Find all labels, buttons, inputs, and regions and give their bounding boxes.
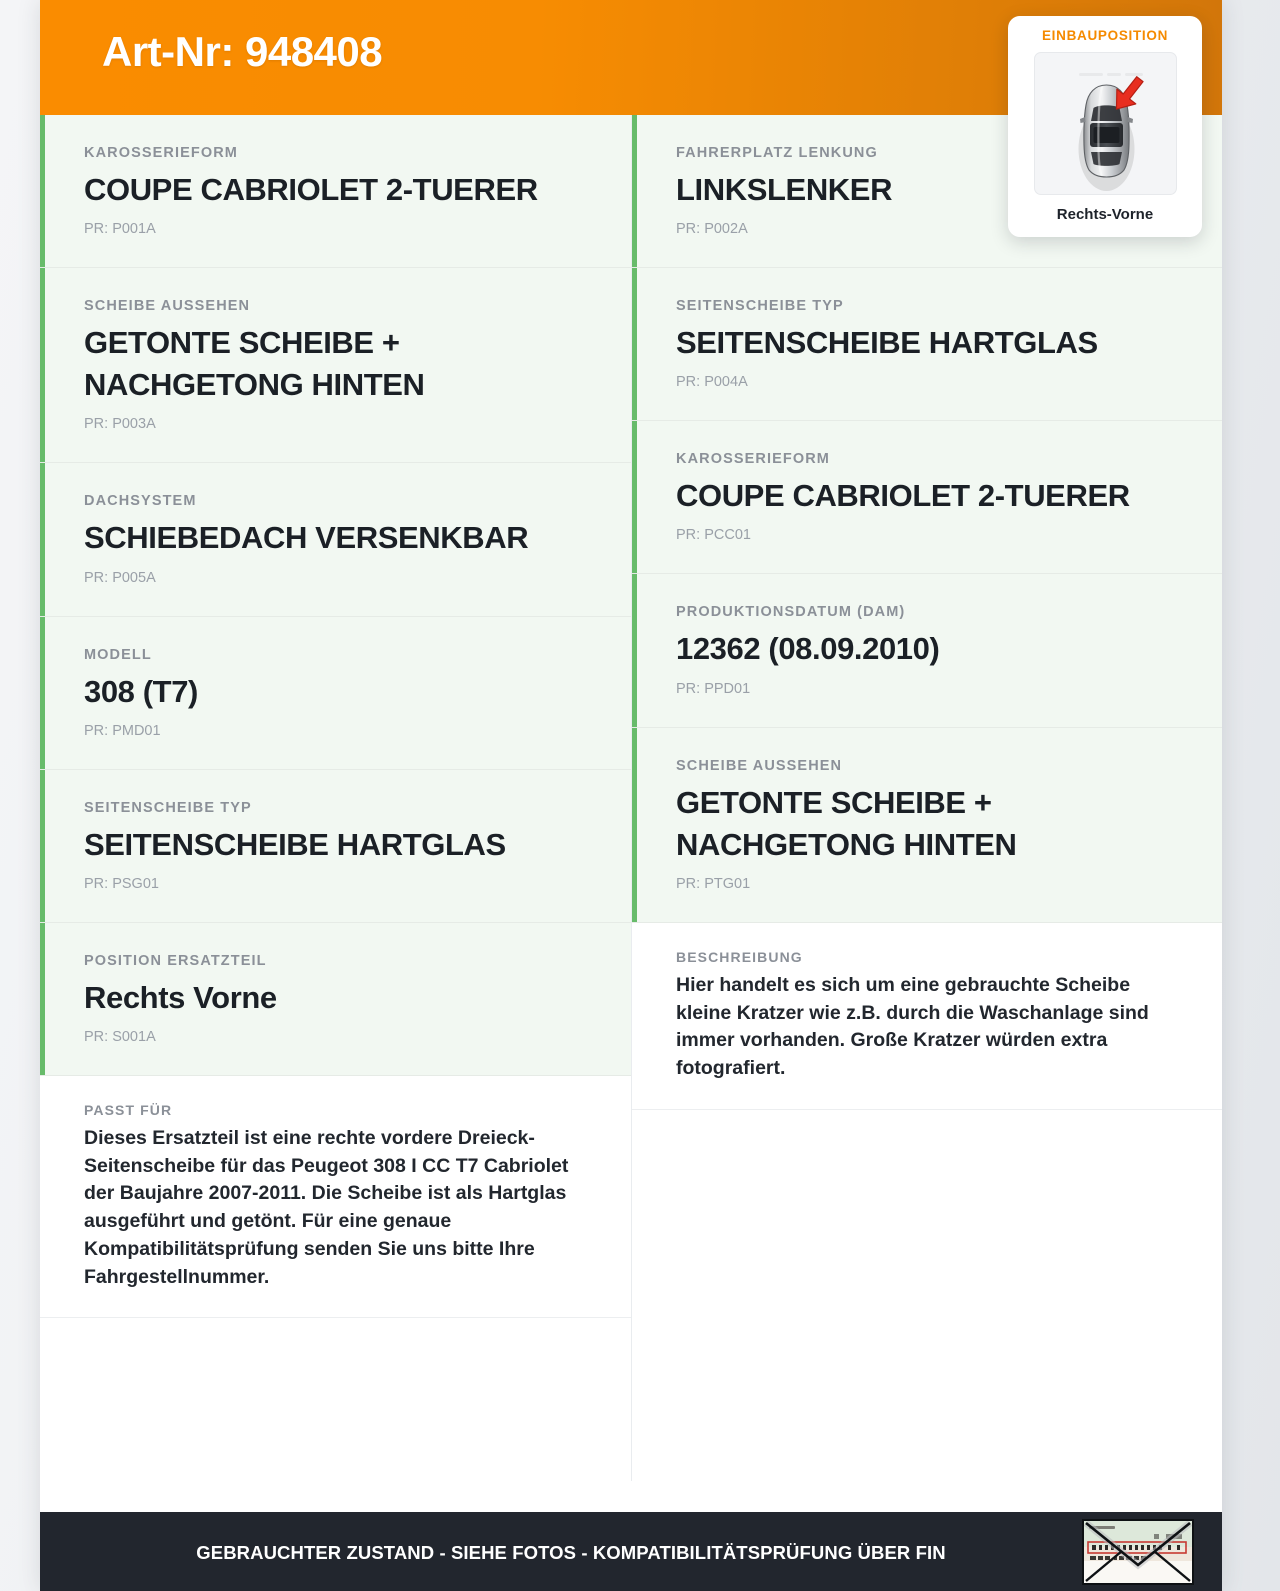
einbauposition-title: EINBAUPOSITION	[1041, 28, 1169, 43]
car-top-view-icon	[1034, 52, 1177, 195]
spec-pr-code: PR: P001A	[84, 221, 156, 238]
spec-label: KAROSSERIEFORM	[84, 145, 238, 161]
beschreibung-card	[632, 923, 1222, 1110]
spec-pr-code: PR: P003A	[84, 416, 156, 433]
spec-value: COUPE CABRIOLET 2-TUERER	[676, 478, 1130, 514]
spec-label: FAHRERPLATZ LENKUNG	[676, 145, 878, 161]
spec-value: COUPE CABRIOLET 2-TUERER	[84, 172, 538, 207]
spec-pr-code: PR: P004A	[676, 374, 748, 391]
spec-label: SEITENSCHEIBE TYP	[84, 799, 252, 816]
passt-fuer-text: Dieses Ersatzteil ist eine rechte vordere Dreieck-Seitenscheibe für das Peugeot 308 I CC T7 Cabriolet der Baujahre 2007-2011. Die Scheibe ist als Hartglas ausgeführt und getönt. Für eine genaue Kompatibilitätsprüfung senden Sie uns bitte Ihre Fahrgestellnummer.	[84, 1127, 569, 1288]
spec-label: POSITION ERSATZTEIL	[84, 952, 267, 969]
spec-item	[632, 268, 1222, 421]
spec-pr-code: PR: PMD01	[84, 722, 161, 739]
spec-label: SCHEIBE AUSSEHEN	[676, 757, 843, 774]
einbauposition-caption: Rechts-Vorne	[1056, 206, 1154, 223]
spec-item	[632, 421, 1222, 574]
left-spec-column	[40, 115, 631, 1481]
spec-item	[632, 728, 1222, 923]
beschreibung-text: Hier handelt es sich um eine gebrauchte Scheibe kleine Kratzer wie z.B. durch die Waschanlage sind immer vorhanden. Große Kratzer würden extra fotografiert.	[676, 973, 1149, 1079]
vehicle-registration-document-icon	[1082, 1519, 1194, 1585]
spec-label: SEITENSCHEIBE TYP	[676, 298, 844, 315]
spec-label: PRODUKTIONSDATUM (DAM)	[676, 604, 906, 621]
spec-label: SCHEIBE AUSSEHEN	[84, 298, 251, 315]
spec-value: GETONTE SCHEIBE + NACHGETONG HINTEN	[676, 784, 1017, 862]
page-footer	[40, 1512, 1222, 1591]
passt-fuer-label: PASST FÜR	[84, 1102, 173, 1119]
passt-fuer-card	[40, 1076, 631, 1318]
spec-value: GETONTE SCHEIBE + NACHGETONG HINTEN	[84, 325, 425, 403]
spec-item	[40, 268, 631, 463]
article-number-title: Art-Nr: 948408	[102, 28, 383, 75]
beschreibung-label: BESCHREIBUNG	[676, 948, 803, 965]
spec-value: 12362 (08.09.2010)	[676, 631, 940, 667]
footer-notice: GEBRAUCHTER ZUSTAND - SIEHE FOTOS - KOMPATIBILITÄTSPRÜFUNG ÜBER FIN	[196, 1542, 946, 1563]
content-sheet	[40, 0, 1222, 1591]
spec-value: SEITENSCHEIBE HARTGLAS	[84, 826, 506, 862]
right-spec-column	[631, 115, 1222, 1481]
spec-pr-code: PR: PSG01	[84, 875, 159, 892]
spec-item	[40, 115, 631, 268]
einbauposition-card	[1008, 16, 1202, 237]
spec-pr-code: PR: S001A	[84, 1029, 156, 1046]
spec-item	[40, 617, 631, 770]
spec-value: Rechts Vorne	[84, 979, 277, 1015]
spec-pr-code: PR: P005A	[84, 569, 156, 586]
spec-label: KAROSSERIEFORM	[676, 451, 830, 468]
spec-item	[40, 923, 631, 1076]
spec-columns	[40, 115, 1222, 1481]
spec-value: SCHIEBEDACH VERSENKBAR	[84, 520, 529, 556]
spec-pr-code: PR: PPD01	[676, 680, 751, 697]
spec-item	[632, 574, 1222, 727]
spec-item	[40, 770, 631, 923]
spec-pr-code: PR: P002A	[676, 221, 748, 238]
spec-label: DACHSYSTEM	[84, 493, 197, 510]
spec-label: MODELL	[84, 646, 152, 663]
spec-item	[40, 463, 631, 616]
spec-value: 308 (T7)	[84, 673, 198, 709]
spec-pr-code: PR: PTG01	[676, 875, 751, 892]
spec-pr-code: PR: PCC01	[676, 527, 751, 544]
spec-value: SEITENSCHEIBE HARTGLAS	[676, 325, 1098, 361]
spec-value: LINKSLENKER	[676, 172, 893, 207]
